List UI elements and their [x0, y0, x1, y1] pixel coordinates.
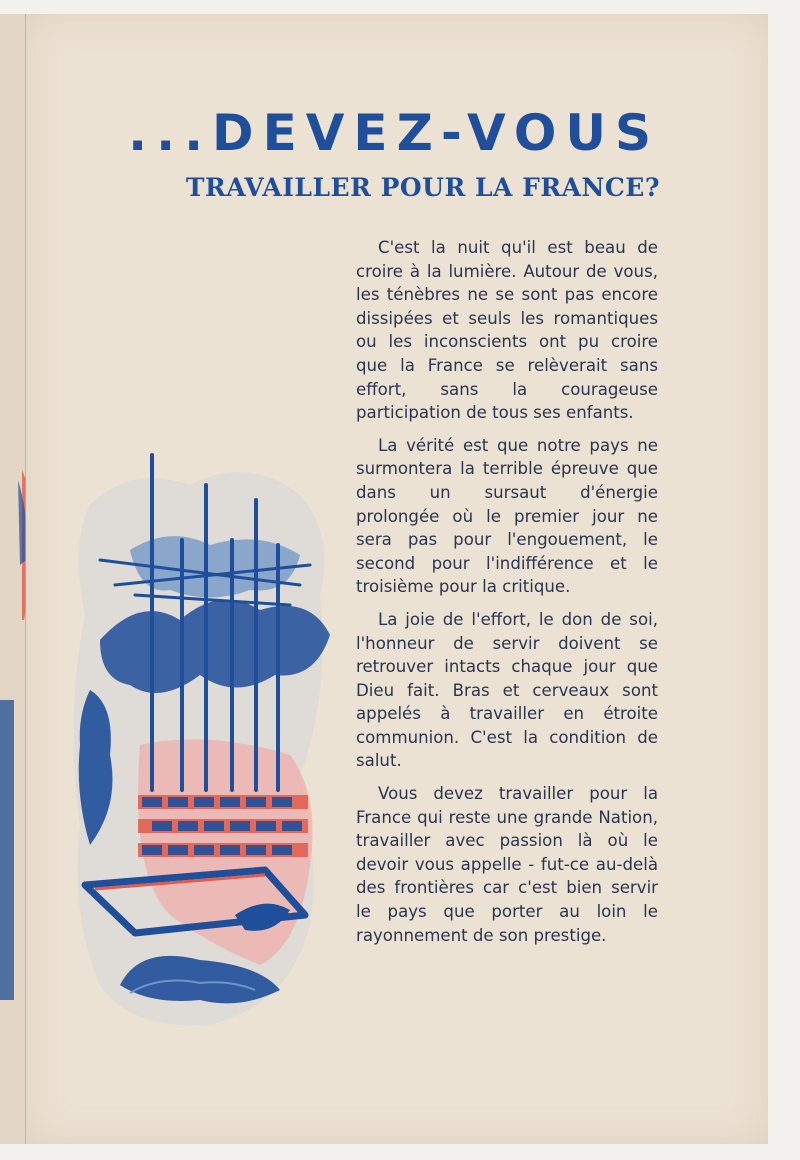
paragraph-3: La joie de l'effort, le don de soi, l'honneur de servir doivent se retrouver intacts chaque jour que Dieu fait. Bras et cerveaux sont appelés à travailler en étroite communion. C'est la condition de salut.	[356, 609, 658, 771]
paragraph-1: C'est la nuit qu'il est beau de croire à la lumière. Autour de vous, les ténèbres ne se sont pas encore dissipées et seuls les romantiques ou les inconscients ont pu croire que la France se relèverait sans effort, sans la courageuse participation de tous ses enfants.	[356, 238, 658, 423]
paragraph-2: La vérité est que notre pays ne surmontera la terrible épreuve que dans un sursaut d'énergie prolongée où le premier jour ne sera pas pour l'engouement, le second pour l'indifférence et le troisième pour la critique.	[356, 435, 658, 597]
worker-illustration	[60, 445, 350, 1035]
paragraph-4: Vous devez travailler pour la France qui reste une grande Nation, travailler avec passion là où le devoir vous appelle - fut-ce au-delà des frontières car c'est bien servir le pays que porter au loin le rayonnement de son prestige.	[356, 784, 658, 945]
subheadline-travailler: TRAVAILLER POUR LA FRANCE?	[185, 173, 660, 202]
headline-devez-vous: ...DEVEZ-VOUS	[128, 104, 660, 162]
body-text	[356, 236, 658, 956]
